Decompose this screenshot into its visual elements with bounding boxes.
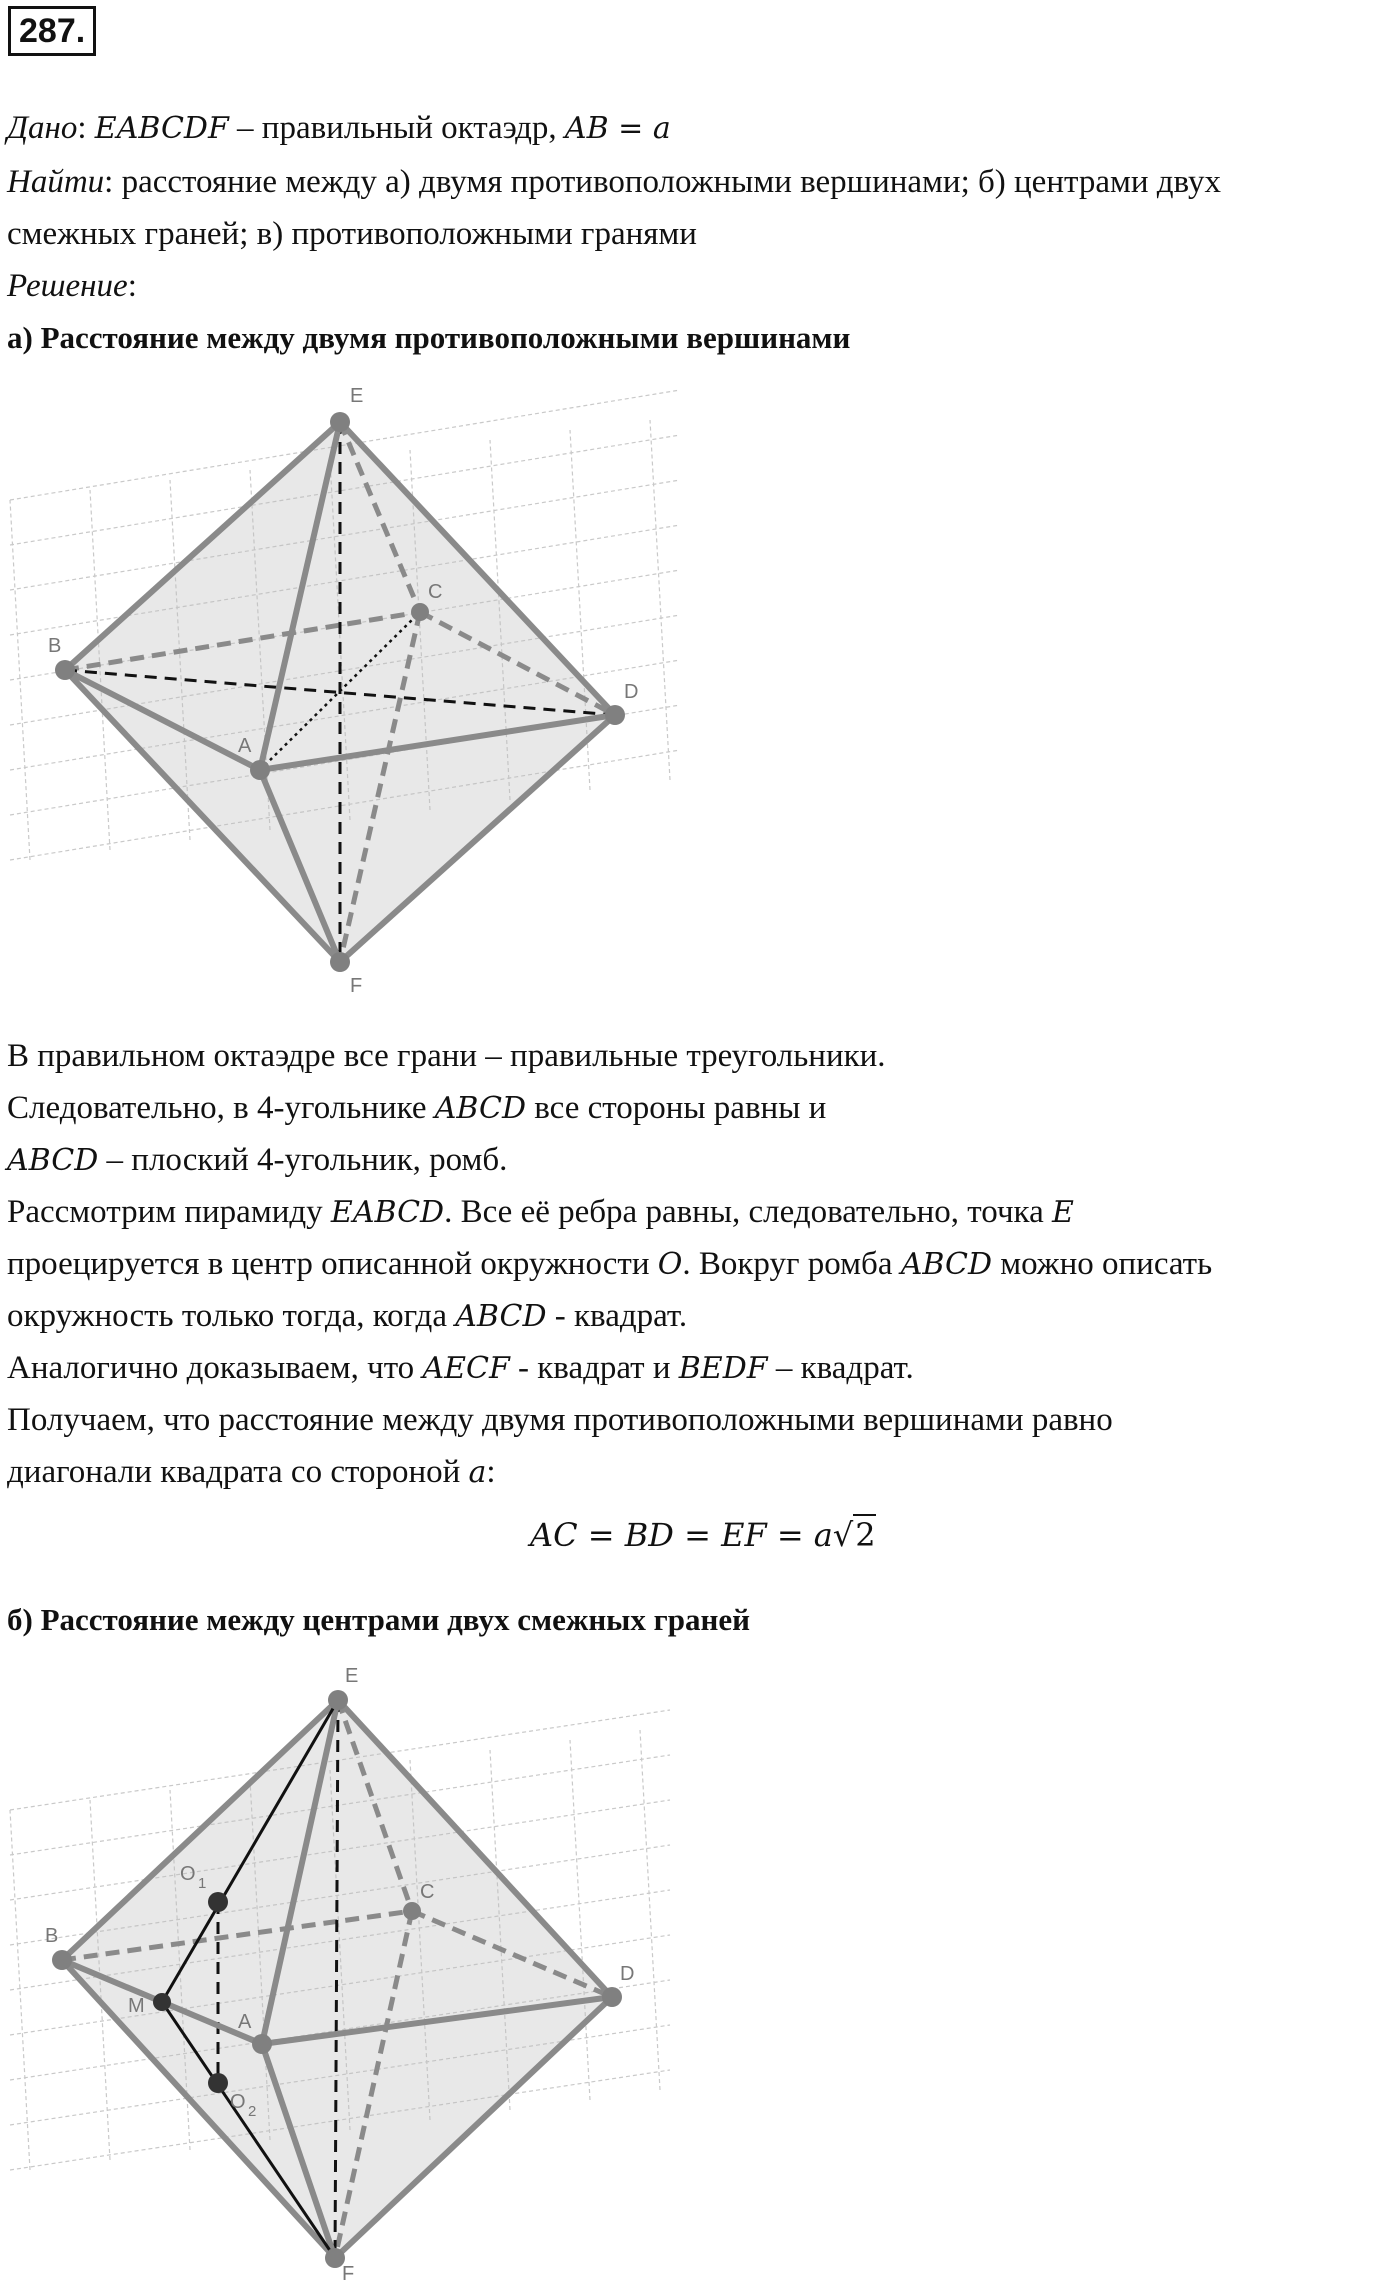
- para-text: - квадрат.: [546, 1298, 688, 1334]
- given-condition: AB = a: [564, 111, 671, 146]
- label-o2-sub: 2: [248, 2103, 257, 2120]
- para-line-1: В правильном октаэдре все грани – правильные треугольники.: [7, 1038, 886, 1074]
- math-o: O: [657, 1247, 683, 1282]
- section-a-title: а) Расстояние между двумя противоположными вершинами: [7, 320, 851, 355]
- vertex-label-c: C: [428, 581, 443, 603]
- find-text-1: : расстояние между а) двумя противоположными вершинами; б) центрами двух: [104, 164, 1221, 200]
- octahedron-figure-a: [0, 380, 690, 1000]
- para-text: – квадрат.: [767, 1350, 914, 1386]
- para-text: Аналогично доказываем, что: [7, 1350, 423, 1386]
- vertex-label-e: E: [345, 1665, 359, 1687]
- label-o1: O: [180, 1863, 196, 1885]
- math-e: E: [1051, 1195, 1074, 1230]
- para-text: Рассмотрим пирамиду: [7, 1194, 331, 1230]
- math-abcd: ABCD: [455, 1299, 547, 1334]
- para-line-4: [7, 1192, 1074, 1233]
- para-text: диагонали квадрата со стороной: [7, 1454, 469, 1490]
- sqrt-sign: √: [832, 1516, 854, 1554]
- para-text: Следовательно, в 4-угольнике: [7, 1090, 435, 1126]
- vertex-label-a: A: [238, 2011, 252, 2033]
- para-text: . Вокруг ромба: [682, 1246, 901, 1282]
- para-text: все стороны равны и: [526, 1090, 827, 1126]
- formula-lhs: AC = BD = EF = a: [530, 1516, 833, 1554]
- find-line-2: смежных граней; в) противоположными гранями: [7, 216, 697, 252]
- label-o2: O: [230, 2091, 246, 2113]
- math-abcd: ABCD: [900, 1247, 992, 1282]
- vertex-label-d: D: [620, 1963, 635, 1985]
- para-text: - квадрат и: [509, 1350, 679, 1386]
- section-b-title: б) Расстояние между центрами двух смежных граней: [7, 1602, 750, 1637]
- math-aecf: AECF: [422, 1351, 510, 1386]
- para-line-3: [7, 1140, 507, 1181]
- octahedron-figure-b: [0, 1660, 690, 2286]
- para-text: можно описать: [992, 1246, 1213, 1282]
- vertex-label-c: C: [420, 1881, 435, 1903]
- para-line-6: [7, 1296, 687, 1337]
- solution-heading: [7, 266, 137, 306]
- result-formula: [530, 1515, 876, 1555]
- math-bedf: BEDF: [678, 1351, 768, 1386]
- para-text: – плоский 4-угольник, ромб.: [98, 1142, 508, 1178]
- math-abcd: ABCD: [434, 1091, 526, 1126]
- given-line: [7, 108, 671, 149]
- sqrt-argument: 2: [855, 1516, 876, 1554]
- para-line-5: [7, 1244, 1212, 1285]
- label-o1-sub: 1: [198, 1875, 207, 1892]
- para-line-2: [7, 1088, 826, 1129]
- para-text: проецируется в центр описанной окружности: [7, 1246, 658, 1282]
- solution-colon: :: [127, 268, 137, 304]
- para-line-7: [7, 1348, 914, 1389]
- vertex-label-b: B: [45, 1925, 59, 1947]
- solution-label: Решение: [7, 268, 128, 304]
- given-sep: :: [77, 110, 95, 146]
- math-eabcd: EABCD: [330, 1195, 445, 1230]
- vertex-label-f: F: [350, 975, 363, 997]
- math-abcd: ABCD: [7, 1143, 99, 1178]
- given-text: – правильный октаэдр,: [228, 110, 565, 146]
- given-solid: EABCDF: [94, 111, 229, 146]
- vertex-label-b: B: [48, 635, 62, 657]
- problem-number: 287.: [8, 6, 96, 56]
- para-line-8: Получаем, что расстояние между двумя противоположными вершинами равно: [7, 1402, 1113, 1438]
- math-a: a: [468, 1455, 487, 1490]
- vertex-label-m: M: [128, 1995, 145, 2017]
- para-line-9: [7, 1452, 496, 1493]
- para-text: окружность только тогда, когда: [7, 1298, 456, 1334]
- vertex-label-e: E: [350, 385, 364, 407]
- vertex-label-d: D: [624, 681, 639, 703]
- para-text: . Все её ребра равны, следовательно, точка: [444, 1194, 1052, 1230]
- given-label: Дано: [7, 110, 78, 146]
- para-text: :: [486, 1454, 496, 1490]
- find-line-1: [7, 162, 1221, 202]
- find-label: Найти: [7, 164, 105, 200]
- vertex-label-a: A: [238, 735, 252, 757]
- vertex-label-f: F: [342, 2263, 355, 2285]
